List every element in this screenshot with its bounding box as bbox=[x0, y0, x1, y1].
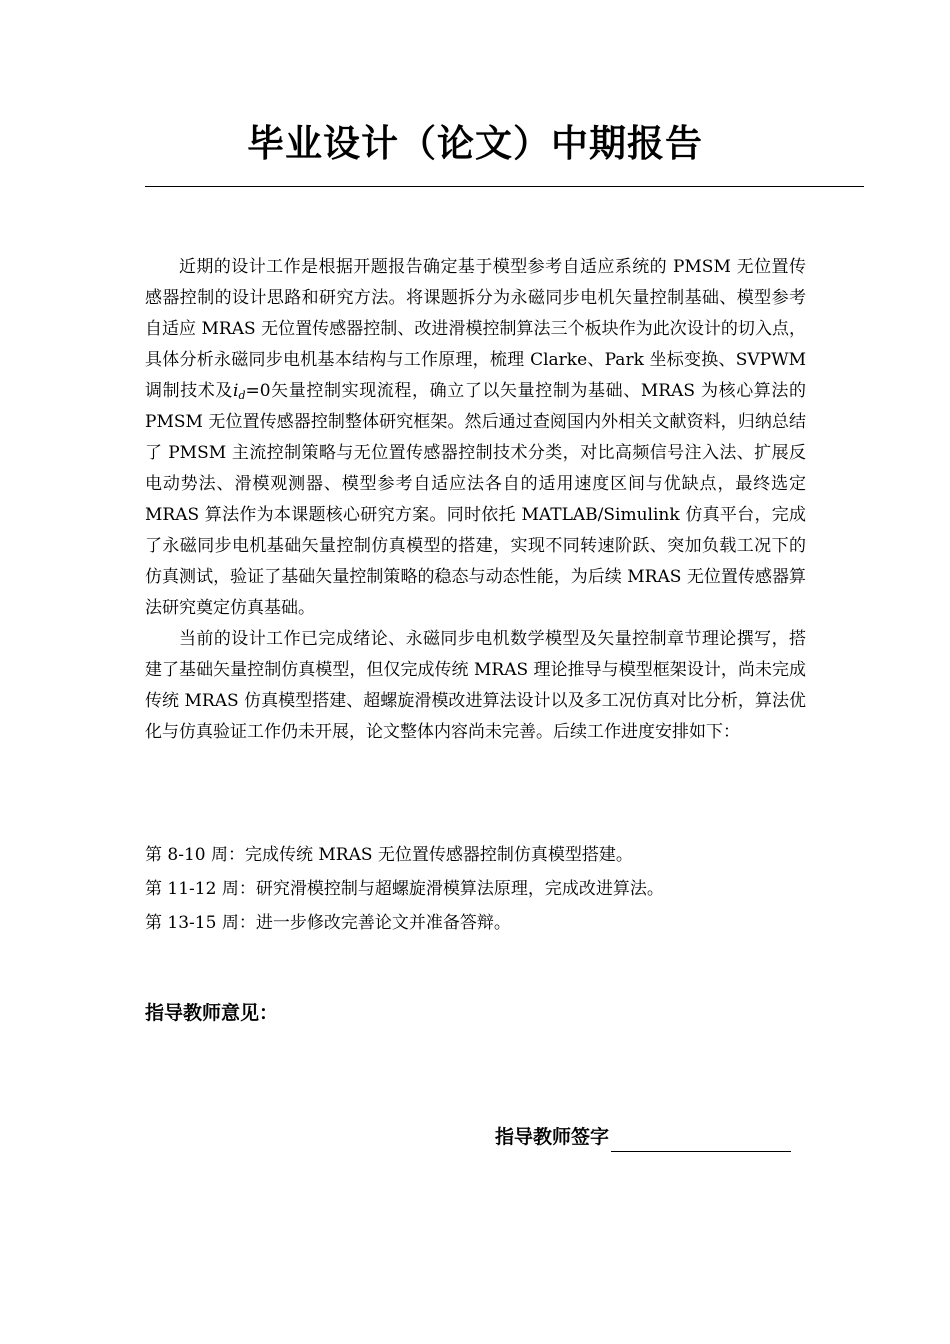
schedule-list bbox=[145, 838, 806, 940]
advisor-signature-label: 指导教师签字 bbox=[495, 1126, 610, 1148]
schedule-item-week-8-10: 第 8-10 周：完成传统 MRAS 无位置传感器控制仿真模型搭建。 bbox=[145, 845, 633, 865]
id-equals-zero-formula bbox=[233, 381, 271, 401]
signature-blank-line bbox=[611, 1129, 791, 1152]
schedule-item-week-13-15: 第 13-15 周：进一步修改完善论文并准备答辩。 bbox=[145, 913, 511, 933]
report-body bbox=[145, 252, 806, 748]
progress-text-part2: 矢量控制实现流程，确立了以矢量控制为基础、MRAS 为核心算法的 PMSM 无位置传感器控制整体研究框架。然后通过查阅国内外相关文献资料，归纳总结了 PMSM 主流控制策略与无位置传感器控制技术分类，对比高频信号注入法、扩展反电动势法、滑模观测器、模型参考自适应法各自的适用速度区间与优缺点，最终选定 MRAS 算法作为本课题核心研究方案。同时依托 MATLAB/Simulink 仿真平台，完成了永磁同步电机基础矢量控制仿真模型的搭建，实现不同转速阶跃、突加负载工况下的仿真测试，验证了基础矢量控制策略的稳态与动态性能，为后续 MRAS 无位置传感器算法研究奠定仿真基础。 bbox=[145, 381, 807, 618]
title-divider bbox=[145, 186, 864, 187]
schedule-item-week-11-12: 第 11-12 周：研究滑模控制与超螺旋滑模算法原理，完成改进算法。 bbox=[145, 879, 664, 899]
progress-paragraph bbox=[145, 252, 806, 624]
advisor-opinion-heading: 指导教师意见： bbox=[145, 1002, 279, 1024]
status-paragraph: 当前的设计工作已完成绪论、永磁同步电机数学模型及矢量控制章节理论撰写，搭建了基础矢量控制仿真模型，但仅完成传统 MRAS 理论推导与模型框架设计，尚未完成传统 MRAS 仿真模型搭建、超螺旋滑模改进算法设计以及多工况仿真对比分析，算法优化与仿真验证工作仍未开展，论文整体内容尚未完善。后续工作进度安排如下： bbox=[145, 629, 806, 742]
progress-text-part1: 近期的设计工作是根据开题报告确定基于模型参考自适应系统的 PMSM 无位置传感器控制的设计思路和研究方法。将课题拆分为永磁同步电机矢量控制基础、模型参考自适应 MRAS 无位置传感器控制、改进滑模控制算法三个板块作为此次设计的切入点，具体分析永磁同步电机基本结构与工作原理，梳理 Clarke、Park 坐标变换、SVPWM 调制技术及 bbox=[145, 257, 806, 401]
formula-subscript: d bbox=[238, 389, 246, 402]
formula-variable: i bbox=[233, 381, 239, 401]
advisor-signature-block bbox=[495, 1122, 791, 1152]
document-title: 毕业设计（论文）中期报告 bbox=[247, 122, 703, 165]
formula-value: =0 bbox=[245, 381, 271, 401]
